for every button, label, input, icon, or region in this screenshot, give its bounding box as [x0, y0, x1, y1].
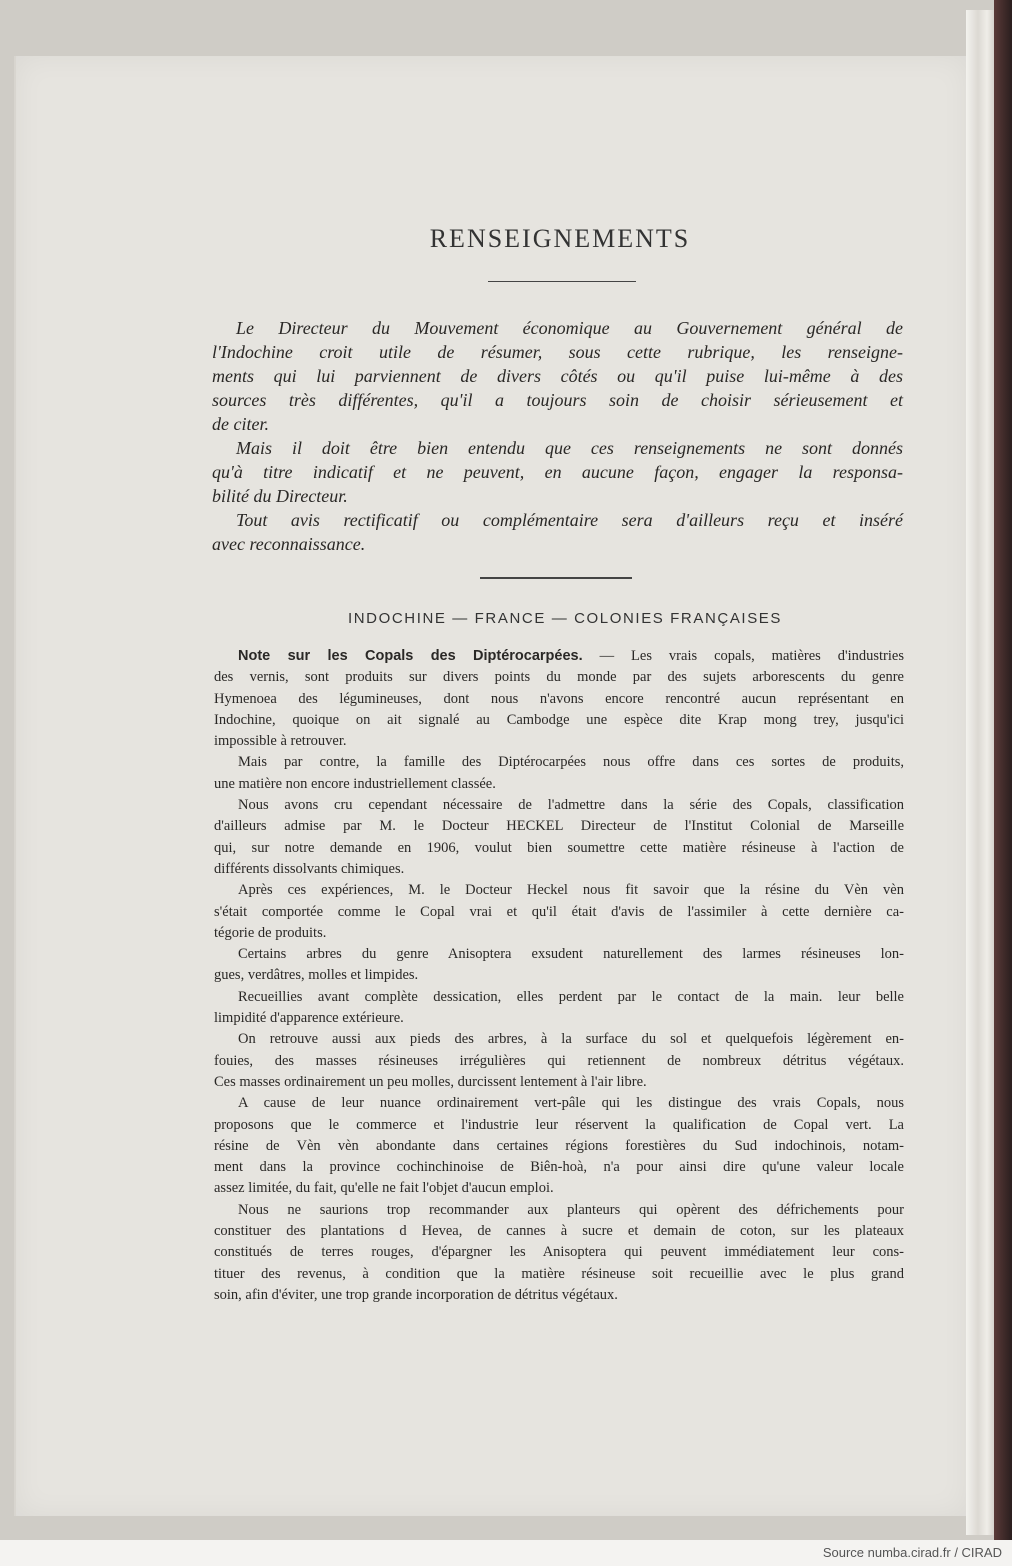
text-line: ment dans la province cochinchinoise de Biên-hoà, n'a pour ainsi dire qu'une valeur locale: [214, 1159, 904, 1176]
page-edges: [966, 10, 996, 1535]
text-line: une matière non encore industriellement classée.: [214, 775, 496, 792]
article-paragraph: [214, 1200, 904, 1306]
intro-paragraph: [212, 508, 903, 556]
text-line: limpidité d'apparence extérieure.: [214, 1010, 404, 1027]
text-line: Nous avons cru cependant nécessaire de l'admettre dans la série des Copals, classification: [238, 797, 904, 814]
intro-divider: [480, 577, 632, 579]
text-line: avec reconnaissance.: [212, 534, 366, 554]
text-line: impossible à retrouver.: [214, 733, 347, 750]
text-line: fouies, des masses résineuses irrégulières qui retiennent de nombreux détritus végétaux.: [214, 1052, 904, 1069]
article-paragraph: [214, 987, 904, 1030]
text-line: Certains arbres du genre Anisoptera exsudent naturellement des larmes résineuses lon-: [238, 946, 904, 963]
text-line: qu'à titre indicatif et ne peuvent, en aucune façon, engager la responsa-: [212, 462, 903, 482]
article-paragraph: [214, 646, 904, 752]
text-fragment: — Les vrais copals, matières d'industries: [582, 648, 904, 664]
text-line: s'était comportée comme le Copal vrai et qu'il était d'avis de l'assimiler à cette dernière ca-: [214, 903, 904, 920]
text-line: Le Directeur du Mouvement économique au Gouvernement général de: [236, 318, 903, 338]
text-line: Mais par contre, la famille des Diptérocarpées nous offre dans ces sortes de produits,: [238, 754, 904, 771]
text-line: différents dissolvants chimiques.: [214, 860, 405, 877]
text-line: proposons que le commerce et l'industrie leur réservent la qualification de Copal vert. La: [214, 1116, 904, 1133]
text-line: des vernis, sont produits sur divers points du monde par des sujets arborescents du genre: [214, 669, 904, 686]
text-line: [214, 646, 904, 667]
article-paragraph: [214, 795, 904, 880]
text-line: ments qui lui parviennent de divers côtés ou qu'il puise lui-même à des: [212, 366, 903, 386]
text-line: résine de Vèn vèn abondante dans certaines régions forestières du Sud indochinois, notam-: [214, 1137, 904, 1154]
text-line: Indochine, quoique on ait signalé au Cambodge une espèce dite Krap mong trey, jusqu'ici: [214, 711, 904, 728]
text-line: tégorie de produits.: [214, 924, 327, 941]
text-line: assez limitée, du fait, qu'elle ne fait l'objet d'aucun emploi.: [214, 1180, 554, 1197]
page-title: RENSEIGNEMENTS: [429, 224, 691, 253]
text-line: Recueillies avant complète dessication, elles perdent par le contact de la main. leur belle: [238, 988, 904, 1005]
title-divider: [488, 281, 636, 282]
text-line: soin, afin d'éviter, une trop grande incorporation de détritus végétaux.: [214, 1286, 618, 1303]
source-credit: Source numba.cirad.fr / CIRAD: [822, 1545, 1002, 1560]
text-line: Tout avis rectificatif ou complémentaire sera d'ailleurs reçu et inséré: [236, 510, 903, 530]
text-line: d'ailleurs admise par M. le Docteur HECKEL Directeur de l'Institut Colonial de Marseille: [214, 818, 904, 835]
article-paragraph: [214, 1029, 904, 1093]
text-line: qui, sur notre demande en 1906, voulut bien soumettre cette matière résineuse à l'action de: [214, 839, 904, 856]
intro-paragraph: [212, 316, 903, 436]
article-paragraph: [214, 752, 904, 795]
text-line: constitués de terres rouges, d'épargner les Anisoptera qui peuvent immédiatement leur cons-: [214, 1244, 904, 1261]
text-line: Nous ne saurions trop recommander aux planteurs qui opèrent des défrichements pour: [238, 1201, 904, 1218]
article-paragraph: [214, 1093, 904, 1199]
article-paragraph: [214, 880, 904, 944]
text-line: Mais il doit être bien entendu que ces renseignements ne sont donnés: [236, 438, 903, 458]
article-body: [214, 646, 904, 1306]
intro-notice: [212, 316, 903, 556]
article-lead-title: Note sur les Copals des Diptérocarpées.: [238, 648, 583, 664]
text-line: constituer des plantations d Hevea, de cannes à sucre et demain de coton, sur les plateaux: [214, 1223, 904, 1240]
text-line: A cause de leur nuance ordinairement vert-pâle qui les distingue des vrais Copals, nous: [238, 1095, 904, 1112]
text-line: Après ces expériences, M. le Docteur Heckel nous fit savoir que la résine du Vèn vèn: [238, 882, 904, 899]
book-spine: [994, 0, 1012, 1540]
text-line: l'Indochine croit utile de résumer, sous cette rubrique, les renseigne-: [212, 342, 903, 362]
text-line: Hymenoea des légumineuses, dont nous n'avons encore rencontré aucun représentant en: [214, 690, 904, 707]
text-line: de citer.: [212, 414, 269, 434]
text-line: gues, verdâtres, molles et limpides.: [214, 967, 419, 984]
intro-paragraph: [212, 436, 903, 508]
section-heading: INDOCHINE — FRANCE — COLONIES FRANÇAISES: [347, 610, 783, 627]
text-line: Ces masses ordinairement un peu molles, durcissent lentement à l'air libre.: [214, 1073, 647, 1090]
text-line: sources très différentes, qu'il a toujours soin de choisir sérieusement et: [212, 390, 903, 410]
text-line: bilité du Directeur.: [212, 486, 348, 506]
text-line: On retrouve aussi aux pieds des arbres, à la surface du sol et quelquefois légèrement en-: [238, 1031, 904, 1048]
text-line: tituer des revenus, à condition que la matière résineuse soit recueillie avec le plus grand: [214, 1265, 904, 1282]
article-paragraph: [214, 944, 904, 987]
